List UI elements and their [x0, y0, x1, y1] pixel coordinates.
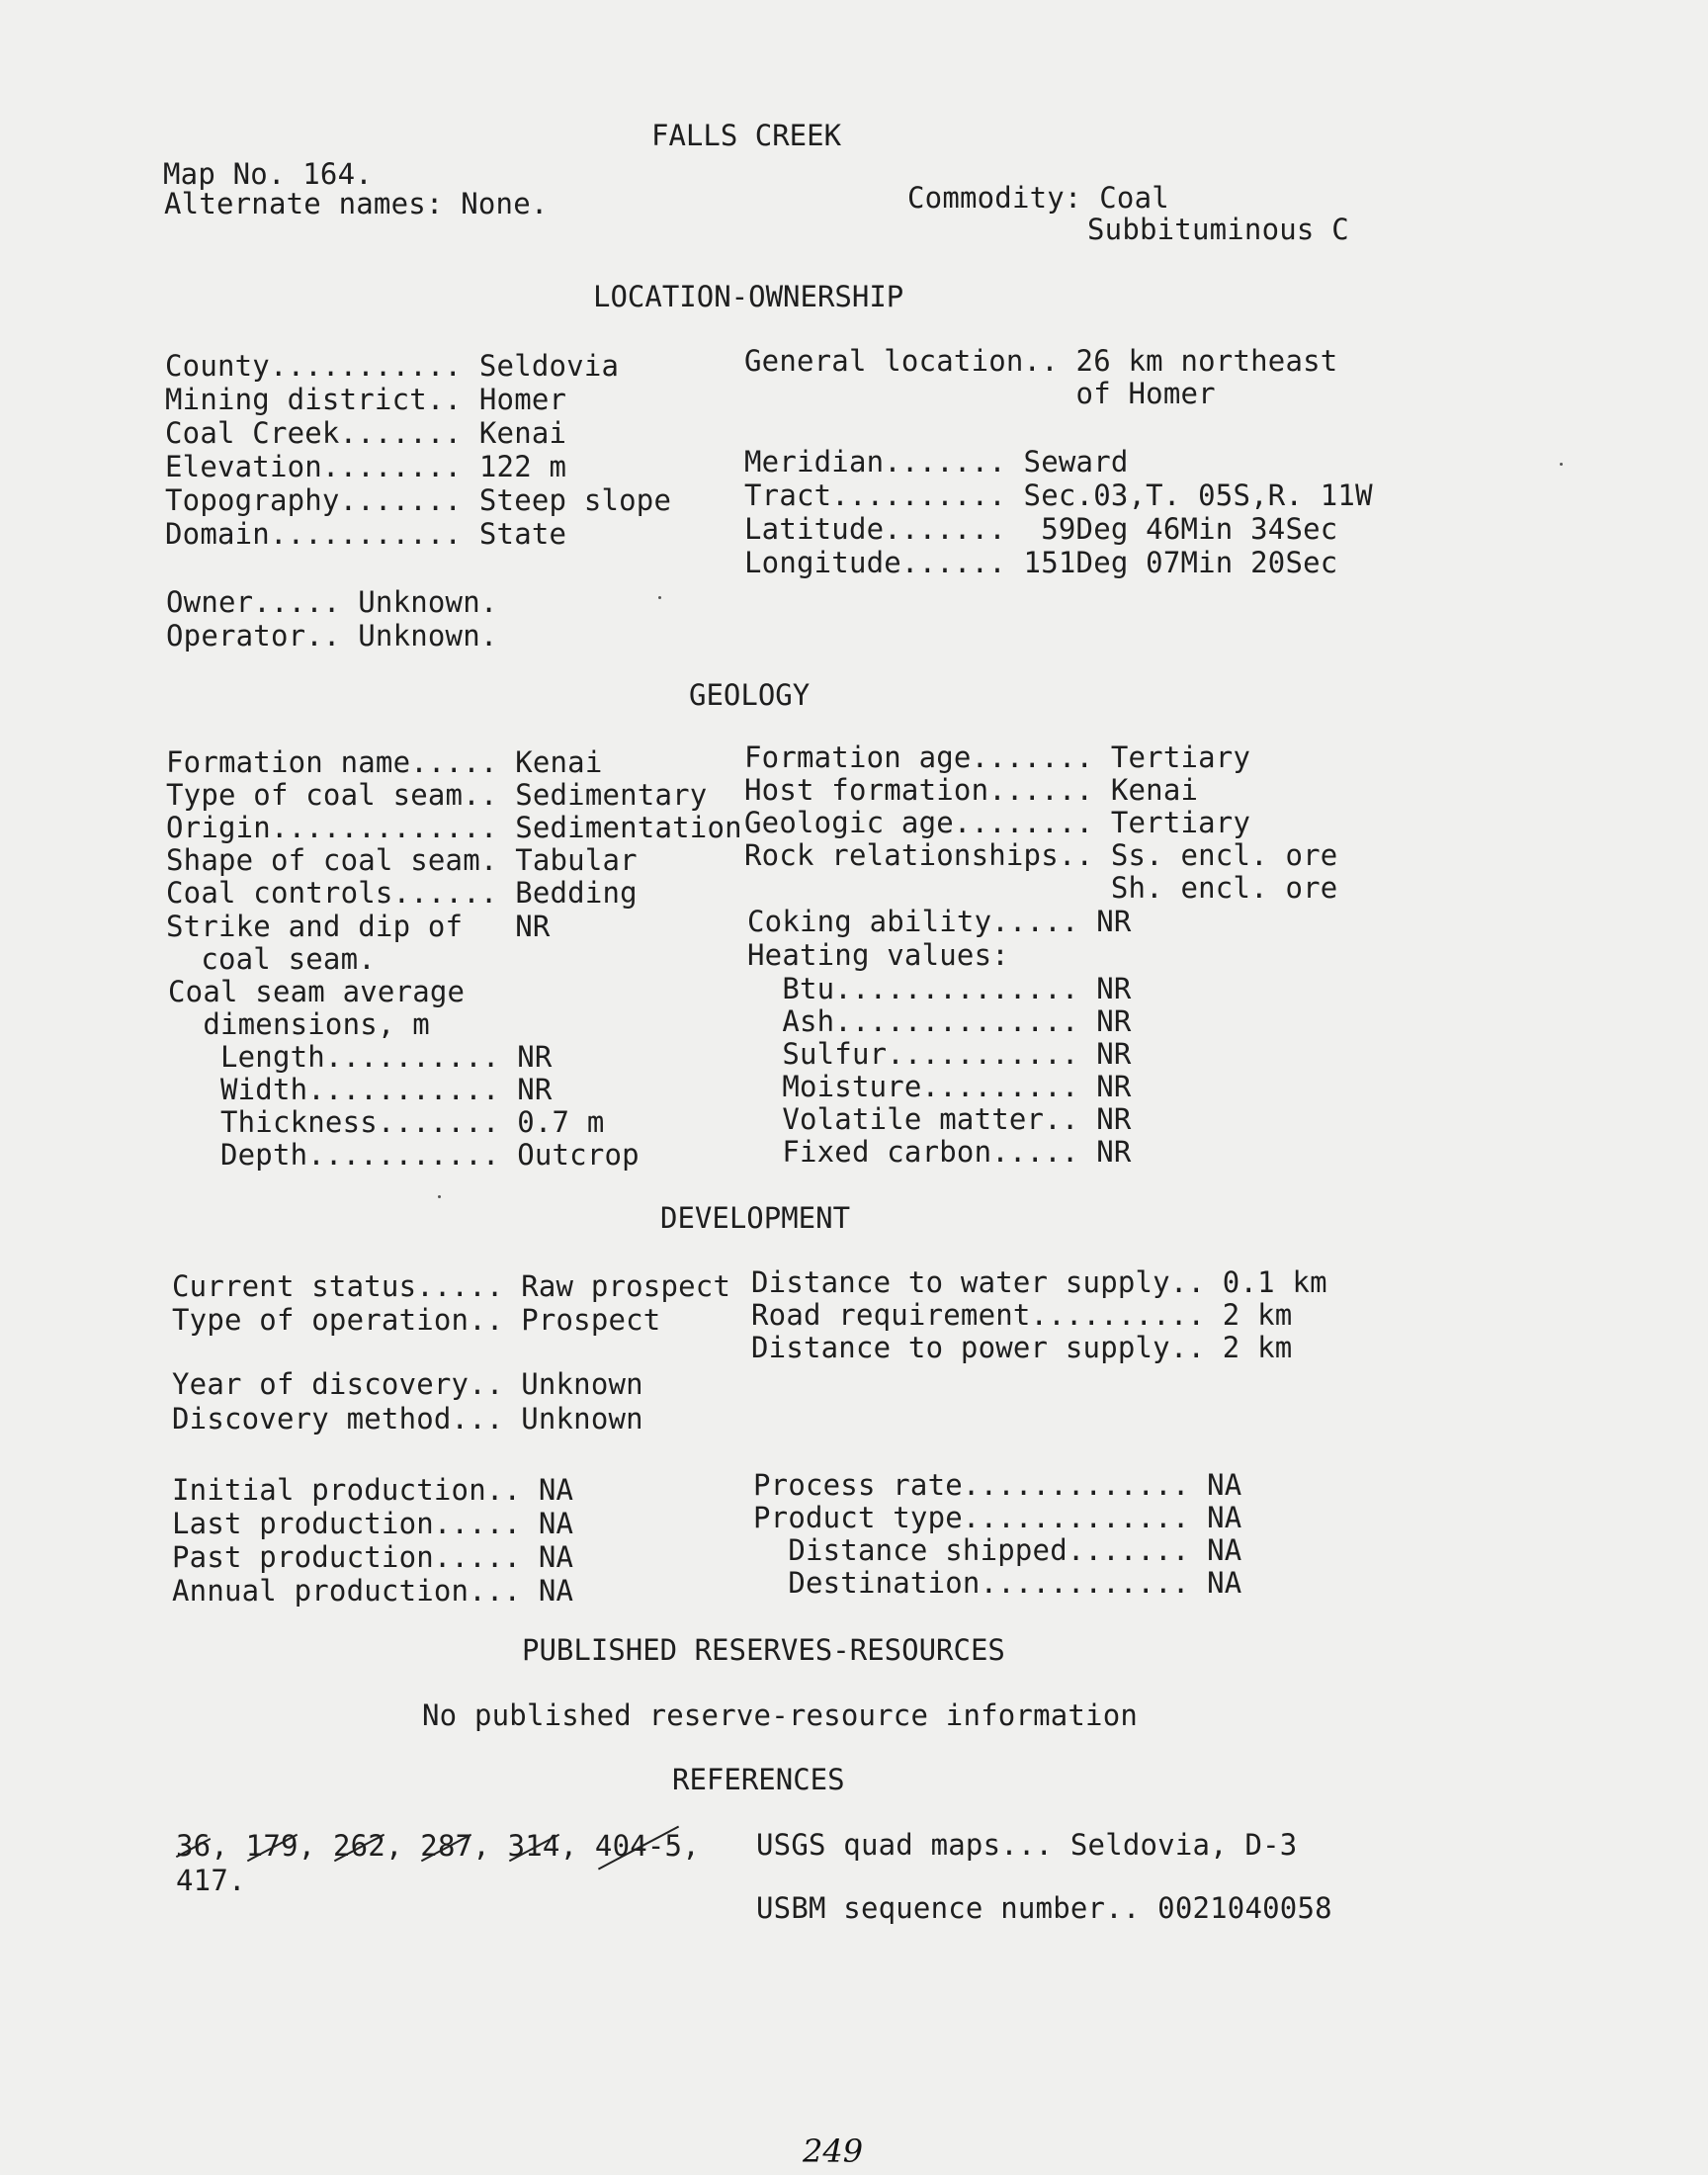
field-operator: Operator.. Unknown. [166, 619, 498, 652]
field-domain: Domain........... State [165, 517, 567, 551]
section-heading-development: DEVELOPMENT [660, 1201, 851, 1235]
reference-struck: 36 [176, 1829, 212, 1863]
field-past-production: Past production..... NA [172, 1540, 574, 1574]
alternate-names: Alternate names: None. [164, 187, 549, 220]
field-shape-of-coal-seam: Shape of coal seam. Tabular [166, 843, 638, 877]
field-mining-district: Mining district.. Homer [165, 383, 567, 416]
field-last-production: Last production..... NA [172, 1507, 574, 1540]
field-type-of-operation: Type of operation.. Prospect [172, 1303, 661, 1337]
field-year-of-discovery: Year of discovery.. Unknown [172, 1367, 643, 1401]
reference-struck: 314 [507, 1829, 560, 1863]
field-type-of-coal-seam: Type of coal seam.. Sedimentary [166, 778, 708, 812]
field-product-type: Product type............. NA [753, 1501, 1242, 1534]
section-heading-reserves: PUBLISHED RESERVES-RESOURCES [522, 1633, 1005, 1667]
commodity: Commodity: Coal [907, 181, 1169, 215]
field-volatile-matter: Volatile matter.. NR [747, 1102, 1132, 1136]
field-road-requirement: Road requirement.......... 2 km [751, 1298, 1293, 1332]
field-length: Length.......... NR [168, 1040, 553, 1074]
reference-struck: 404-5 [594, 1829, 683, 1863]
field-coal-seam-average: Coal seam average [168, 975, 466, 1008]
field-current-status: Current status..... Raw prospect [172, 1269, 731, 1303]
field-width: Width........... NR [168, 1073, 553, 1106]
section-heading-references: REFERENCES [672, 1763, 845, 1796]
reference-numbers: 36, 179, 262, 287, 314, 404-5, [176, 1829, 700, 1863]
map-number: Map No. 164. [163, 157, 373, 191]
scan-speck [438, 1195, 441, 1198]
field-annual-production: Annual production... NA [172, 1574, 574, 1608]
field-distance-to-power: Distance to power supply.. 2 km [751, 1331, 1293, 1364]
field-elevation: Elevation........ 122 m [165, 450, 567, 483]
field-meridian: Meridian....... Seward [744, 445, 1129, 478]
field-formation-age: Formation age....... Tertiary [744, 740, 1251, 774]
field-btu: Btu.............. NR [747, 972, 1132, 1005]
field-general-location: General location.. 26 km northeast [744, 344, 1338, 378]
section-heading-geology: GEOLOGY [689, 678, 811, 712]
reserves-text: No published reserve-resource information [422, 1698, 1139, 1732]
field-coal-controls: Coal controls...... Bedding [166, 876, 638, 910]
field-formation-name: Formation name..... Kenai [166, 745, 603, 779]
field-host-formation: Host formation...... Kenai [744, 773, 1199, 807]
field-general-location-cont: of Homer [744, 377, 1216, 410]
field-geologic-age: Geologic age........ Tertiary [744, 806, 1251, 839]
field-topography: Topography....... Steep slope [165, 483, 672, 517]
field-sulfur: Sulfur........... NR [747, 1037, 1132, 1071]
usbm-sequence-number: USBM sequence number.. 0021040058 [756, 1891, 1332, 1925]
reference-struck: 262 [332, 1829, 385, 1863]
field-destination: Destination............ NA [753, 1566, 1242, 1600]
field-distance-to-water: Distance to water supply.. 0.1 km [751, 1265, 1327, 1299]
field-rock-relationships: Rock relationships.. Ss. encl. ore [744, 838, 1338, 872]
field-initial-production: Initial production.. NA [172, 1473, 574, 1507]
field-origin: Origin............. Sedimentation [166, 811, 742, 844]
page-number: 249 [803, 2132, 864, 2170]
scan-speck [658, 596, 661, 599]
reference-last: 417. [176, 1864, 246, 1897]
reference-struck: 287 [420, 1829, 473, 1863]
reference-struck: 179 [245, 1829, 299, 1863]
field-distance-shipped: Distance shipped....... NA [753, 1533, 1242, 1567]
field-strike-and-dip: Strike and dip of NR [166, 910, 551, 943]
field-thickness: Thickness....... 0.7 m [168, 1105, 605, 1139]
page-title: FALLS CREEK [651, 119, 842, 152]
commodity-type: Subbituminous C [1087, 213, 1349, 246]
field-moisture: Moisture......... NR [747, 1070, 1132, 1103]
field-discovery-method: Discovery method... Unknown [172, 1402, 643, 1436]
field-coking-ability: Coking ability..... NR [747, 905, 1132, 938]
field-longitude: Longitude...... 151Deg 07Min 20Sec [744, 546, 1338, 579]
field-strike-and-dip-cont: coal seam. [166, 942, 376, 976]
field-tract: Tract.......... Sec.03,T. 05S,R. 11W [744, 478, 1373, 512]
scan-speck [1560, 463, 1563, 466]
field-heating-values: Heating values: [747, 938, 1009, 972]
field-ash: Ash.............. NR [747, 1004, 1132, 1038]
field-dimensions: dimensions, m [168, 1007, 430, 1041]
field-county: County........... Seldovia [165, 349, 620, 383]
field-latitude: Latitude....... 59Deg 46Min 34Sec [744, 512, 1338, 546]
usgs-quad-maps: USGS quad maps... Seldovia, D-3 [756, 1828, 1298, 1862]
field-coal-creek: Coal Creek....... Kenai [165, 416, 567, 450]
section-heading-location: LOCATION-OWNERSHIP [593, 280, 904, 313]
field-fixed-carbon: Fixed carbon..... NR [747, 1135, 1132, 1169]
field-depth: Depth........... Outcrop [168, 1138, 640, 1172]
field-owner: Owner..... Unknown. [166, 585, 498, 619]
field-rock-relationships-cont: Sh. encl. ore [744, 871, 1338, 905]
field-process-rate: Process rate............. NA [753, 1468, 1242, 1502]
